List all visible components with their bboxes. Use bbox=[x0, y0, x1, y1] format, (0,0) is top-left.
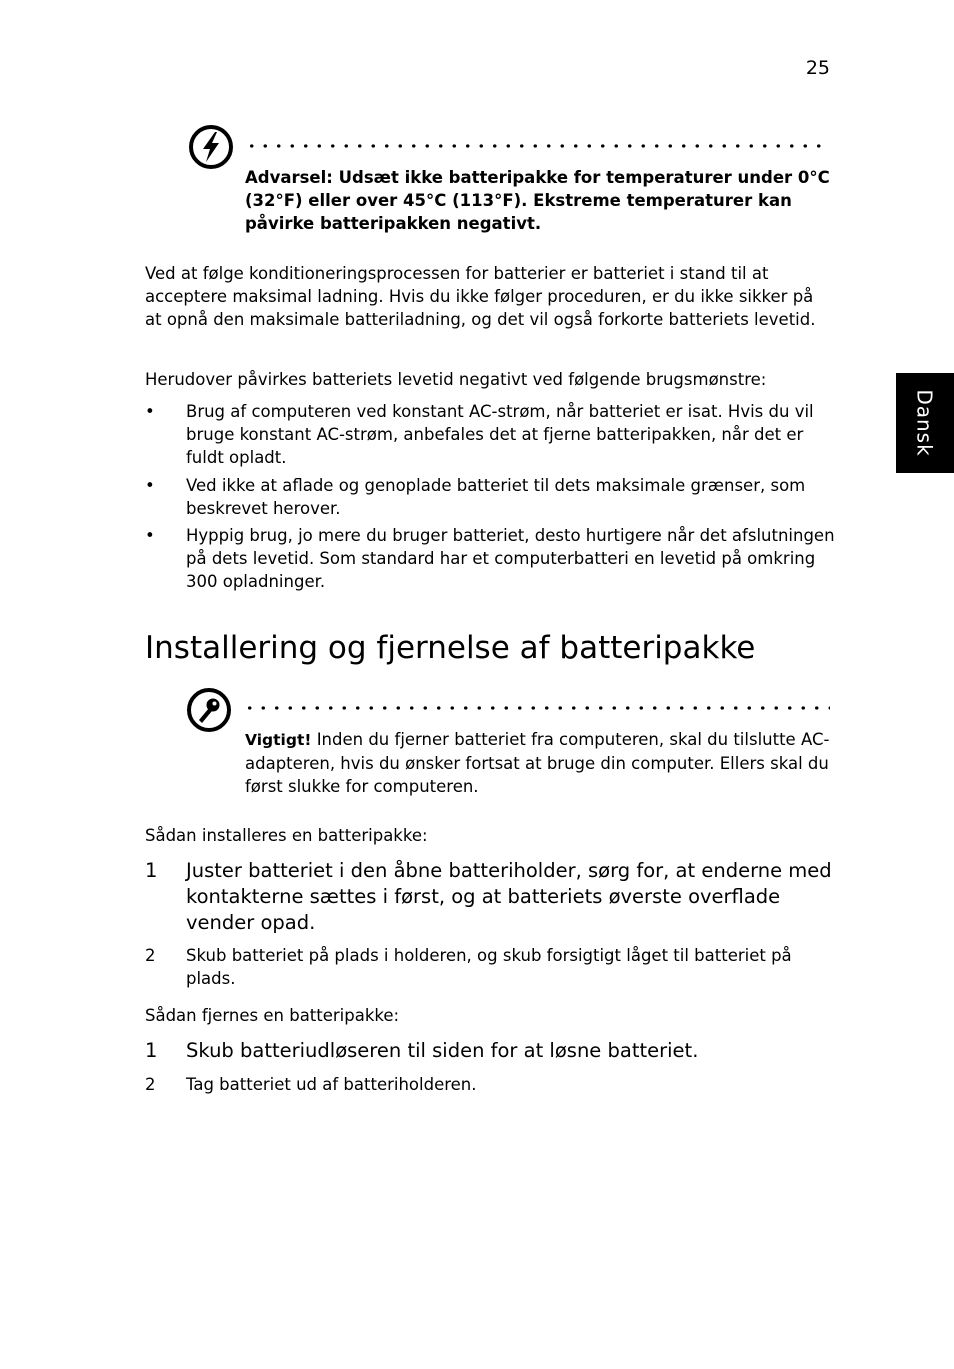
key-icon bbox=[186, 687, 232, 733]
bullet-item: Brug af computeren ved konstant AC-strøm, når batteriet er isat. Hvis du vil bruge konstant AC-strøm, anbefales det at fjerne batteripakken, når det er fuldt opladt. bbox=[186, 402, 814, 467]
remove-step-number: 2 bbox=[145, 1075, 156, 1094]
warning-text: Advarsel: Udsæt ikke batteripakke for temperaturer under 0°C (32°F) eller over 45°C (113°F). Ekstreme temperaturer kan påvirke batteripakken negativt. bbox=[245, 168, 830, 233]
important-block bbox=[245, 728, 835, 798]
lightning-bolt-icon bbox=[188, 124, 234, 170]
important-label: Vigtigt! bbox=[245, 731, 312, 749]
usage-paragraph: Herudover påvirkes batteriets levetid negativt ved følgende brugsmønstre: bbox=[145, 370, 767, 389]
bullet-marker: • bbox=[145, 526, 155, 545]
intro-paragraph: Ved at følge konditioneringsprocessen for batterier er batteriet i stand til at acceptere maksimal ladning. Hvis du ikke følger proceduren, er du ikke sikker på at opnå den maksimale batteriladning, og det vil også forkorte batteriets levetid. bbox=[145, 264, 816, 329]
install-intro: Sådan installeres en batteripakke: bbox=[145, 826, 428, 845]
language-tab bbox=[896, 373, 954, 473]
section-heading: Installering og fjernelse af batteripakke bbox=[145, 630, 756, 666]
remove-step-text: Skub batteriudløseren til siden for at løsne batteriet. bbox=[186, 1039, 699, 1062]
remove-step-number: 1 bbox=[145, 1039, 158, 1062]
bullet-marker: • bbox=[145, 476, 155, 495]
warning-divider bbox=[245, 144, 830, 148]
install-step-text: Juster batteriet i den åbne batteriholder, sørg for, at enderne med kontakterne sættes i først, og at batteriets øverste overflade vender opad. bbox=[186, 859, 832, 934]
important-divider bbox=[243, 706, 830, 710]
page-number: 25 bbox=[805, 57, 830, 79]
important-text: Inden du fjerner batteriet fra computeren, skal du tilslutte AC-adapteren, hvis du ønsker fortsat at bruge din computer. Ellers skal du først slukke for computeren. bbox=[245, 730, 830, 796]
install-step-text: Skub batteriet på plads i holderen, og skub forsigtigt låget til batteriet på plads. bbox=[186, 946, 792, 988]
install-step-number: 2 bbox=[145, 946, 156, 965]
remove-intro: Sådan fjernes en batteripakke: bbox=[145, 1006, 400, 1025]
bullet-marker: • bbox=[145, 402, 155, 421]
remove-step-text: Tag batteriet ud af batteriholderen. bbox=[186, 1075, 477, 1094]
language-tab-label: Dansk bbox=[913, 389, 937, 457]
bullet-item: Ved ikke at aflade og genoplade batteriet til dets maksimale grænser, som beskrevet herover. bbox=[186, 476, 806, 518]
bullet-item: Hyppig brug, jo mere du bruger batteriet, desto hurtigere når det afslutningen på dets levetid. Som standard har et computerbatteri en levetid på omkring 300 opladninger. bbox=[186, 526, 835, 591]
install-step-number: 1 bbox=[145, 859, 158, 882]
